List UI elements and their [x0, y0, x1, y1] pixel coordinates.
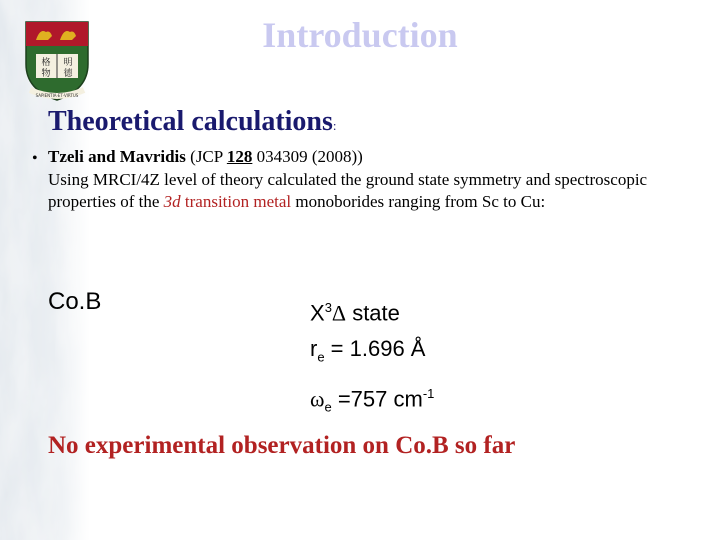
svg-text:明: 明	[63, 58, 73, 68]
svg-text:物: 物	[41, 69, 51, 79]
citation-volume: 128	[226, 147, 253, 166]
molecule-label: Co.B	[48, 288, 102, 315]
subtitle-text: Theoretical calculations	[48, 106, 333, 137]
citation-pre: (JCP	[185, 147, 227, 166]
body-text-2: monoborides ranging from Sc to Cu:	[291, 192, 546, 211]
re-symbol: r	[310, 336, 318, 362]
body-3d: 3d	[163, 192, 181, 211]
state-multiplicity: 3	[324, 300, 332, 315]
re-value: = 1.696 Å	[324, 336, 426, 362]
bullet-paragraph	[48, 146, 688, 214]
bullet-marker: •	[32, 150, 38, 167]
ground-state	[310, 290, 434, 331]
body-text-1: Using MRCI/4Z level of theory calculated the ground state symmetry and spectroscopic properties of the	[48, 169, 648, 211]
we-subscript: e	[324, 399, 332, 415]
molecular-properties	[310, 290, 434, 425]
citation-post: 034309 (2008))	[252, 147, 363, 166]
body-transition-metal: transition metal	[180, 192, 292, 211]
conclusion-text: No experimental observation on Co.B so far	[48, 432, 516, 459]
svg-text:SAPIENTIA·ET·VIRTUS: SAPIENTIA·ET·VIRTUS	[35, 93, 79, 98]
we-value: =757 cm	[331, 386, 423, 412]
state-delta: Δ	[331, 300, 347, 326]
vibrational-frequency	[310, 376, 434, 426]
subtitle-colon: :	[332, 118, 337, 133]
section-subtitle	[48, 106, 337, 138]
svg-text:格: 格	[41, 58, 51, 68]
re-subscript: e	[317, 349, 325, 365]
bond-length	[310, 331, 434, 375]
authors: Tzeli and Mavridis	[48, 147, 186, 166]
state-x: X	[310, 300, 325, 326]
state-word: state	[346, 300, 400, 326]
slide-title: Introduction	[262, 15, 458, 55]
svg-text:德: 德	[63, 69, 73, 79]
we-symbol: ω	[310, 386, 325, 412]
we-superscript: -1	[422, 385, 435, 401]
